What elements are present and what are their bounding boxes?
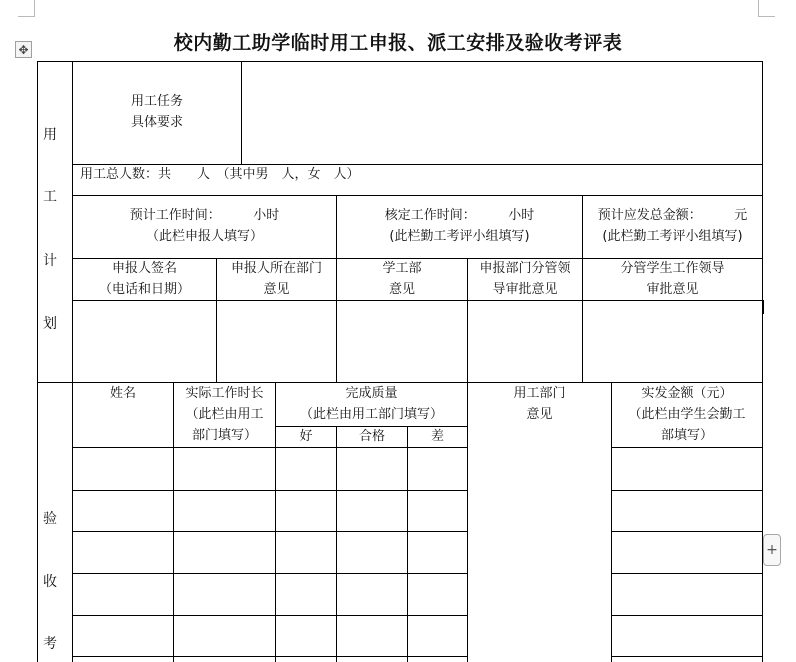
task-requirements-label: 用工任务 具体要求 [130,94,183,130]
task-requirements-field[interactable] [242,62,762,164]
estimated-amount-field[interactable]: 预计应发总金额： 元 (此栏勤工考评小组填写) [597,208,748,244]
acceptance-side-label-char: 验 [43,511,57,527]
acceptance-side-label-char: 收 [43,574,57,590]
completion-quality-header: 完成质量 （此栏由用工部门填写） [299,386,443,422]
employing-dept-opinion-header: 用工部门 意见 [513,386,566,422]
student-work-leader-approval-header: 分管学生工作领导 审批意见 [620,261,725,297]
page-corner-mark-right [758,0,775,17]
approved-hours-field[interactable]: 核定工作时间： 小时 (此栏勤工考评小组填写) [384,208,535,244]
dept-leader-approval-header: 申报部门分管领 导审批意见 [479,261,571,297]
headcount-field[interactable]: 用工总人数：共 人 （其中男 人，女 人） [80,167,360,182]
quality-pass-header: 合格 [358,429,385,444]
student-affairs-opinion-header: 学工部 意见 [382,261,422,297]
quality-good-header: 好 [299,429,313,444]
page-corner-mark-left [18,0,35,17]
applicant-dept-opinion-header: 申报人所在部门 意见 [230,261,322,297]
plan-side-label-char: 用 [43,127,57,143]
plan-side-label-char: 工 [43,189,57,205]
worker-name-header: 姓名 [109,386,136,401]
quality-poor-header: 差 [430,429,444,444]
page-title: 校内勤工助学临时用工申报、派工安排及验收考评表 [173,32,623,54]
estimated-hours-field[interactable]: 预计工作时间： 小时 （此栏申报人填写） [129,208,280,244]
applicant-signature-header: 申报人签名 （电话和日期） [98,261,190,297]
plan-side-label-char: 计 [43,253,57,269]
actual-hours-header: 实际工作时长 （此栏由用工 部门填写） [185,386,264,443]
text-cursor [763,300,764,314]
actual-pay-header: 实发金额（元） （此栏由学生会勤工 部填写） [628,386,746,443]
plan-side-label-char: 划 [43,316,57,332]
acceptance-side-label-char: 考 [43,636,57,652]
table-move-handle-icon[interactable]: ✥ [15,41,32,58]
add-column-icon[interactable]: + [763,534,781,566]
